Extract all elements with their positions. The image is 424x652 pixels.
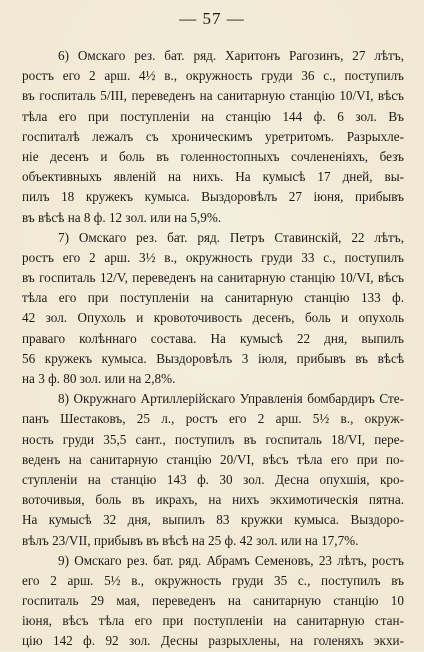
- text-line: ростъ его 2 арш. 4½ в., окружность груди 36 с., поступилъ: [22, 68, 404, 84]
- text-line: 9) Омскаго рез. бат. ряд. Абрамъ Семеновъ, 23 лѣтъ, ростъ: [58, 552, 404, 568]
- text-line: На кумысѣ 32 дня, выпилъ 83 кружки кумыса. Выздоро-: [22, 512, 404, 528]
- text-line: ступленіи на станцію 143 ф. 30 зол. Десна опухшія, кро-: [22, 471, 404, 487]
- text-line: воточивыя, боль въ икрахъ, на нихъ экхимотическія пятна.: [22, 492, 404, 508]
- text-line: цію 142 ф. 92 зол. Десны разрыхлены, на голеняхъ экхи-: [22, 633, 404, 649]
- text-line: тѣла его при поступленіи на станцію 144 ф. 6 зол. Въ: [22, 108, 404, 124]
- text-line: 8) Окружнаго Артиллерійскаго Управленія бомбардиръ Сте-: [58, 391, 404, 407]
- text-line: на 3 ф. 80 зол. или на 2,8%.: [22, 371, 176, 386]
- text-line: 6) Омскаго рез. бат. ряд. Харитонъ Рагозинъ, 27 лѣтъ,: [58, 48, 404, 63]
- text-line: госпиталѣ лежалъ съ хроническимъ уретритомъ. Разрыхле-: [22, 128, 404, 144]
- body-text: [22, 46, 404, 652]
- text-line: ростъ его 2 арш. 3½ в., окружность груди 33 с., поступилъ: [22, 249, 404, 265]
- text-line: вѣлъ 23/VII, прибывъ въ вѣсѣ на 25 ф. 42 зол. или на 17,7%.: [22, 532, 359, 548]
- text-line: объективныхъ явленій на нихъ. На кумысѣ 17 дней, вы-: [22, 169, 404, 185]
- text-line: въ вѣсѣ на 8 ф. 12 зол. или на 5,9%.: [22, 209, 222, 225]
- text-line: пилъ 18 кружекъ кумыса. Выздоровѣлъ 27 іюня, прибывъ: [22, 189, 404, 205]
- text-line: 42 зол. Опухоль и кровоточивость десенъ, боль и опухоль: [22, 310, 404, 326]
- text-line: тѣла его при поступленіи на санитарную станцію 133 ф.: [22, 290, 404, 306]
- text-line: 7) Омскаго рез. бат. ряд. Петръ Ставинскій, 22 лѣтъ,: [58, 229, 404, 245]
- text-line: веденъ на санитарную станцію 20/VI, вѣсъ тѣла его при по-: [22, 451, 404, 467]
- text-line: ніе десенъ и боль въ голенностопныхъ сочлененіяхъ, безъ: [22, 148, 404, 164]
- text-line: 56 кружекъ кумыса. Выздоровѣлъ 3 іюля, прибывъ въ вѣсѣ: [22, 350, 404, 366]
- text-line: его 2 арш. 5½ в., окружность груди 35 с., поступилъ въ: [22, 572, 404, 588]
- text-line: ность груди 35,5 сант., поступилъ въ госпиталь 18/VI, пере-: [22, 431, 404, 447]
- text-line: праваго колѣннаго состава. На кумысѣ 22 дня, выпилъ: [22, 330, 404, 346]
- text-line: въ госпиталь 5/III, переведенъ на санитарную станцію 10/VI, вѣсъ: [22, 88, 404, 104]
- page-number: — 57 —: [179, 9, 245, 28]
- text-line: госпиталь 29 мая, переведенъ на санитарную станцію 10: [22, 593, 404, 609]
- text-line: іюня, вѣсъ тѣла его при поступленіи на санитарную стан-: [22, 613, 404, 629]
- text-line: панъ Шестаковъ, 25 л., ростъ его 2 арш. 5½ в., окруж-: [22, 411, 404, 427]
- text-line: въ госпиталь 12/V, переведенъ на санитарную станцію 10/VI, вѣсъ: [22, 270, 404, 286]
